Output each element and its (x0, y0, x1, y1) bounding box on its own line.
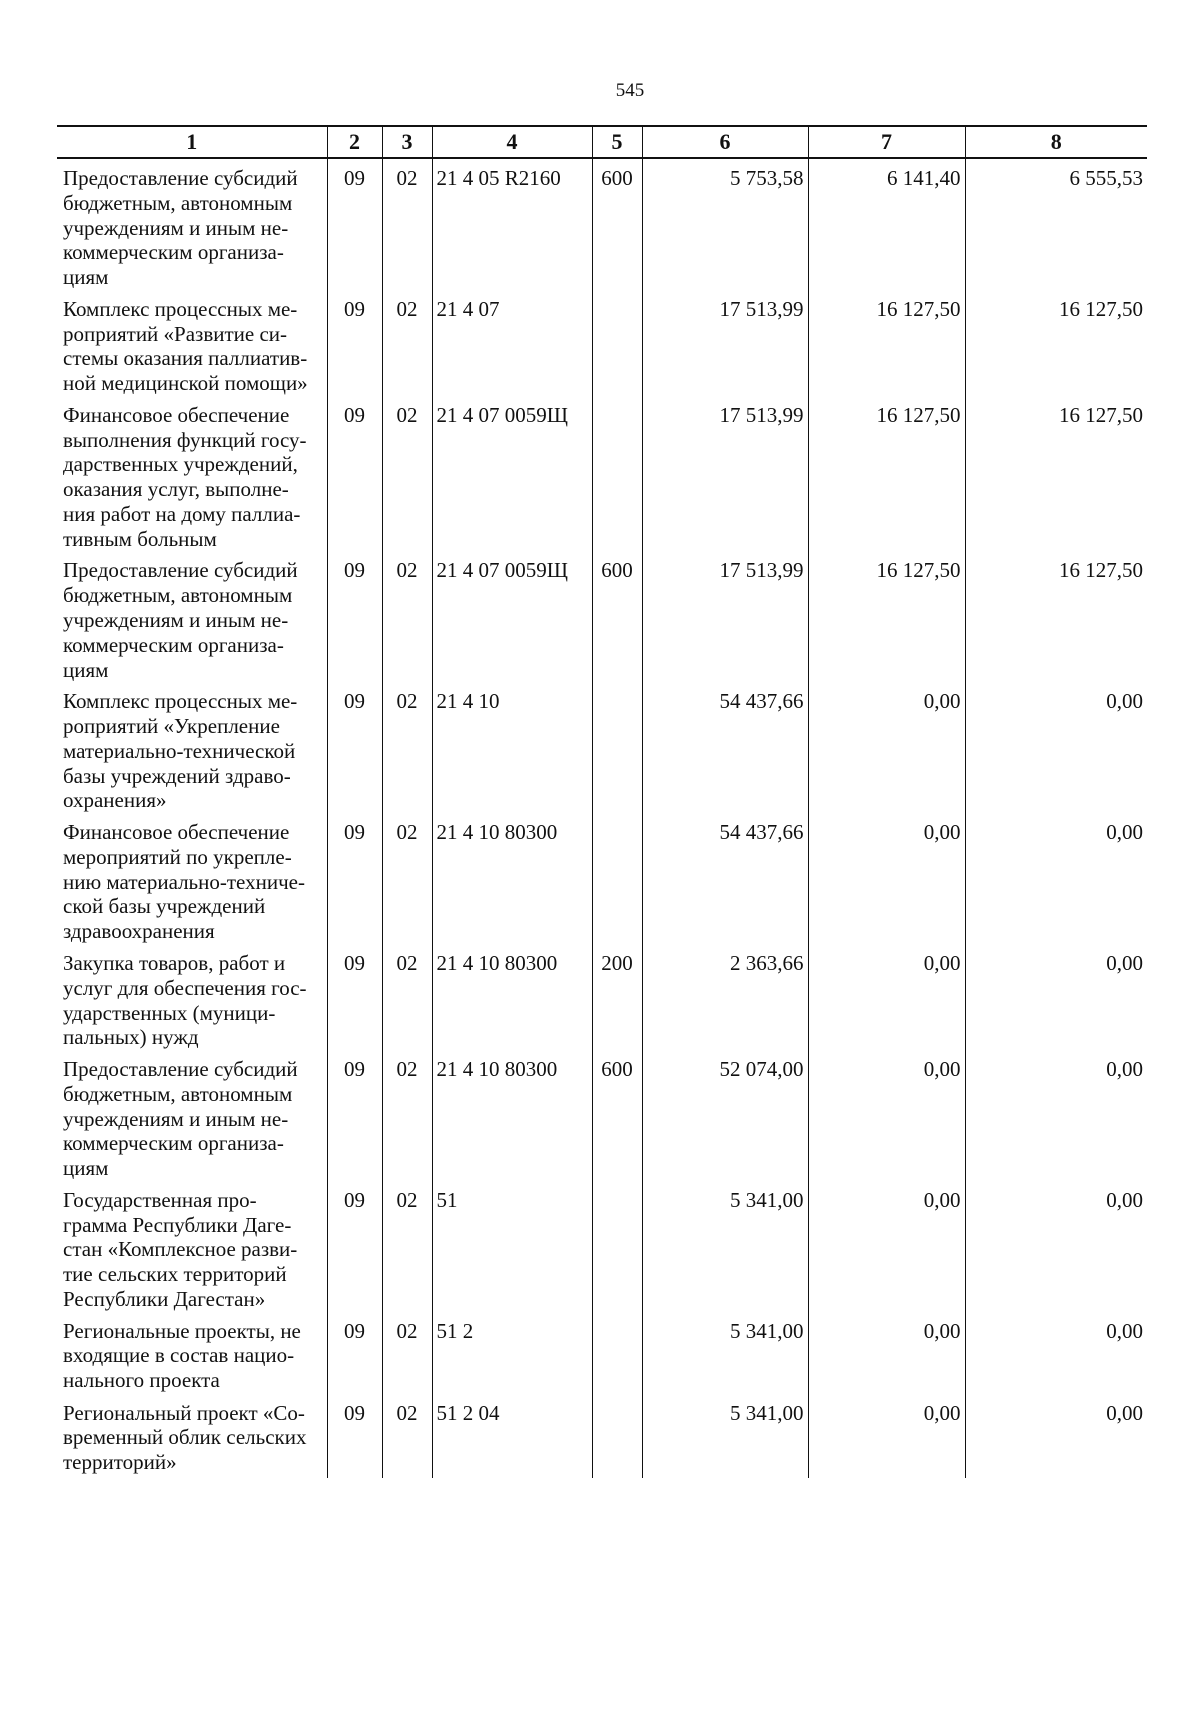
page-number: 545 (615, 80, 645, 101)
table-row (57, 1181, 1147, 1312)
description-line: роприятий «Укрепление (63, 714, 280, 739)
section-code: 09 (327, 551, 382, 682)
expense-type-code (592, 682, 642, 813)
target-article-code: 21 4 10 80300 (432, 944, 592, 1050)
amount-col6: 5 341,00 (642, 1181, 808, 1312)
column-header: 5 (592, 126, 642, 158)
amount-col6: 5 341,00 (642, 1312, 808, 1394)
column-header: 2 (327, 126, 382, 158)
target-article-code: 21 4 10 80300 (432, 813, 592, 944)
section-code: 09 (327, 682, 382, 813)
subsection-code: 02 (382, 396, 432, 552)
amount-col8: 16 127,50 (965, 396, 1147, 552)
amount-col8: 0,00 (965, 682, 1147, 813)
description-line: учреждениям и иным не- (63, 1106, 289, 1131)
description-line: циям (63, 657, 109, 682)
target-article-code: 21 4 07 0059Щ (432, 551, 592, 682)
amount-col7: 16 127,50 (808, 396, 965, 552)
subsection-code: 02 (382, 290, 432, 396)
subsection-code: 02 (382, 1050, 432, 1181)
section-code: 09 (327, 1181, 382, 1312)
description-line: тивным больным (63, 526, 217, 551)
amount-col8: 0,00 (965, 944, 1147, 1050)
amount-col6: 17 513,99 (642, 396, 808, 552)
description-line: базы учреждений здраво- (63, 763, 291, 788)
description-line: Государственная про- (63, 1187, 257, 1212)
description-line: стемы оказания паллиатив- (63, 346, 308, 371)
amount-col7: 0,00 (808, 944, 965, 1050)
expense-type-code (592, 1312, 642, 1394)
amount-col6: 54 437,66 (642, 813, 808, 944)
table-row (57, 396, 1147, 552)
budget-table (57, 125, 1147, 1478)
description-line: бюджетным, автономным (63, 190, 293, 215)
section-code: 09 (327, 944, 382, 1050)
amount-col7: 0,00 (808, 682, 965, 813)
description-line: Финансовое обеспечение (63, 820, 290, 845)
amount-col7: 0,00 (808, 813, 965, 944)
row-description (57, 1050, 327, 1181)
section-code: 09 (327, 396, 382, 552)
description-line: ной медицинской помощи» (63, 371, 308, 396)
amount-col8: 0,00 (965, 1312, 1147, 1394)
section-code: 09 (327, 1394, 382, 1478)
description-line: нального проекта (63, 1368, 220, 1393)
table-row (57, 1394, 1147, 1478)
amount-col8: 0,00 (965, 813, 1147, 944)
row-description (57, 682, 327, 813)
row-description (57, 551, 327, 682)
description-line: услуг для обеспечения гос- (63, 975, 307, 1000)
target-article-code: 21 4 10 (432, 682, 592, 813)
amount-col7: 0,00 (808, 1050, 965, 1181)
amount-col6: 5 341,00 (642, 1394, 808, 1478)
target-article-code: 51 (432, 1181, 592, 1312)
description-line: входящие в состав нацио- (63, 1343, 295, 1368)
description-line: Комплекс процессных ме- (63, 296, 298, 321)
row-description (57, 1312, 327, 1394)
target-article-code: 21 4 05 R2160 (432, 158, 592, 290)
description-line: грамма Республики Даге- (63, 1212, 292, 1237)
amount-col6: 17 513,99 (642, 290, 808, 396)
description-line: коммерческим организа- (63, 240, 284, 265)
amount-col6: 2 363,66 (642, 944, 808, 1050)
description-line: Региональный проект «Со- (63, 1400, 305, 1425)
description-line: охранения» (63, 788, 167, 813)
description-line: Республики Дагестан» (63, 1286, 266, 1311)
section-code: 09 (327, 290, 382, 396)
description-line: тие сельских территорий (63, 1262, 287, 1287)
amount-col7: 6 141,40 (808, 158, 965, 290)
description-line: материально-технической (63, 738, 296, 763)
table-row (57, 1312, 1147, 1394)
description-line: ния работ на дому паллиа- (63, 501, 301, 526)
subsection-code: 02 (382, 158, 432, 290)
amount-col8: 16 127,50 (965, 551, 1147, 682)
description-line: нию материально-техниче- (63, 869, 305, 894)
column-header: 6 (642, 126, 808, 158)
description-line: оказания услуг, выполне- (63, 477, 289, 502)
amount-col8: 6 555,53 (965, 158, 1147, 290)
row-description (57, 396, 327, 552)
description-line: мероприятий по укрепле- (63, 844, 292, 869)
table-row (57, 944, 1147, 1050)
description-line: дарственных учреждений, (63, 452, 298, 477)
description-line: роприятий «Развитие си- (63, 321, 288, 346)
amount-col7: 16 127,50 (808, 551, 965, 682)
expense-type-code (592, 290, 642, 396)
subsection-code: 02 (382, 551, 432, 682)
description-line: ударственных (муници- (63, 1000, 276, 1025)
description-line: коммерческим организа- (63, 1131, 284, 1156)
table-header-row (57, 126, 1147, 158)
table-row (57, 682, 1147, 813)
table-row (57, 290, 1147, 396)
amount-col8: 0,00 (965, 1050, 1147, 1181)
subsection-code: 02 (382, 1312, 432, 1394)
description-line: Комплекс процессных ме- (63, 689, 298, 714)
description-line: Финансовое обеспечение (63, 402, 290, 427)
expense-type-code: 600 (592, 1050, 642, 1181)
expense-type-code (592, 1181, 642, 1312)
amount-col7: 0,00 (808, 1181, 965, 1312)
amount-col8: 0,00 (965, 1181, 1147, 1312)
target-article-code: 51 2 (432, 1312, 592, 1394)
expense-type-code (592, 1394, 642, 1478)
expense-type-code: 600 (592, 158, 642, 290)
section-code: 09 (327, 1312, 382, 1394)
row-description (57, 290, 327, 396)
description-line: бюджетным, автономным (63, 1081, 293, 1106)
amount-col6: 17 513,99 (642, 551, 808, 682)
column-header: 7 (808, 126, 965, 158)
description-line: циям (63, 1156, 109, 1181)
description-line: выполнения функций госу- (63, 427, 307, 452)
description-line: бюджетным, автономным (63, 583, 293, 608)
subsection-code: 02 (382, 813, 432, 944)
column-header: 4 (432, 126, 592, 158)
expense-type-code: 200 (592, 944, 642, 1050)
subsection-code: 02 (382, 682, 432, 813)
table-row (57, 1050, 1147, 1181)
subsection-code: 02 (382, 944, 432, 1050)
table-row (57, 158, 1147, 290)
target-article-code: 21 4 07 (432, 290, 592, 396)
amount-col7: 0,00 (808, 1394, 965, 1478)
description-line: здравоохранения (63, 919, 215, 944)
target-article-code: 21 4 10 80300 (432, 1050, 592, 1181)
description-line: временный облик сельских (63, 1425, 307, 1450)
expense-type-code: 600 (592, 551, 642, 682)
description-line: учреждениям и иным не- (63, 608, 289, 633)
amount-col6: 54 437,66 (642, 682, 808, 813)
description-line: пальных) нужд (63, 1025, 199, 1050)
column-header: 1 (57, 126, 327, 158)
expense-type-code (592, 813, 642, 944)
amount-col6: 52 074,00 (642, 1050, 808, 1181)
description-line: Региональные проекты, не (63, 1318, 301, 1343)
target-article-code: 21 4 07 0059Щ (432, 396, 592, 552)
table-body (57, 158, 1147, 1478)
row-description (57, 944, 327, 1050)
amount-col8: 0,00 (965, 1394, 1147, 1478)
description-line: Закупка товаров, работ и (63, 950, 286, 975)
amount-col7: 0,00 (808, 1312, 965, 1394)
column-header: 3 (382, 126, 432, 158)
subsection-code: 02 (382, 1394, 432, 1478)
subsection-code: 02 (382, 1181, 432, 1312)
description-line: стан «Комплексное разви- (63, 1237, 298, 1262)
description-line: Предоставление субсидий (63, 558, 298, 583)
row-description (57, 158, 327, 290)
section-code: 09 (327, 813, 382, 944)
description-line: ской базы учреждений (63, 894, 266, 919)
target-article-code: 51 2 04 (432, 1394, 592, 1478)
description-line: Предоставление субсидий (63, 1057, 298, 1082)
description-line: Предоставление субсидий (63, 166, 298, 190)
description-line: коммерческим организа- (63, 632, 284, 657)
amount-col7: 16 127,50 (808, 290, 965, 396)
amount-col6: 5 753,58 (642, 158, 808, 290)
section-code: 09 (327, 158, 382, 290)
amount-col8: 16 127,50 (965, 290, 1147, 396)
row-description (57, 1181, 327, 1312)
description-line: учреждениям и иным не- (63, 215, 289, 240)
description-line: территорий» (63, 1450, 177, 1475)
section-code: 09 (327, 1050, 382, 1181)
row-description (57, 813, 327, 944)
column-header: 8 (965, 126, 1147, 158)
description-line: циям (63, 265, 109, 290)
table-row (57, 551, 1147, 682)
table-row (57, 813, 1147, 944)
expense-type-code (592, 396, 642, 552)
row-description (57, 1394, 327, 1478)
